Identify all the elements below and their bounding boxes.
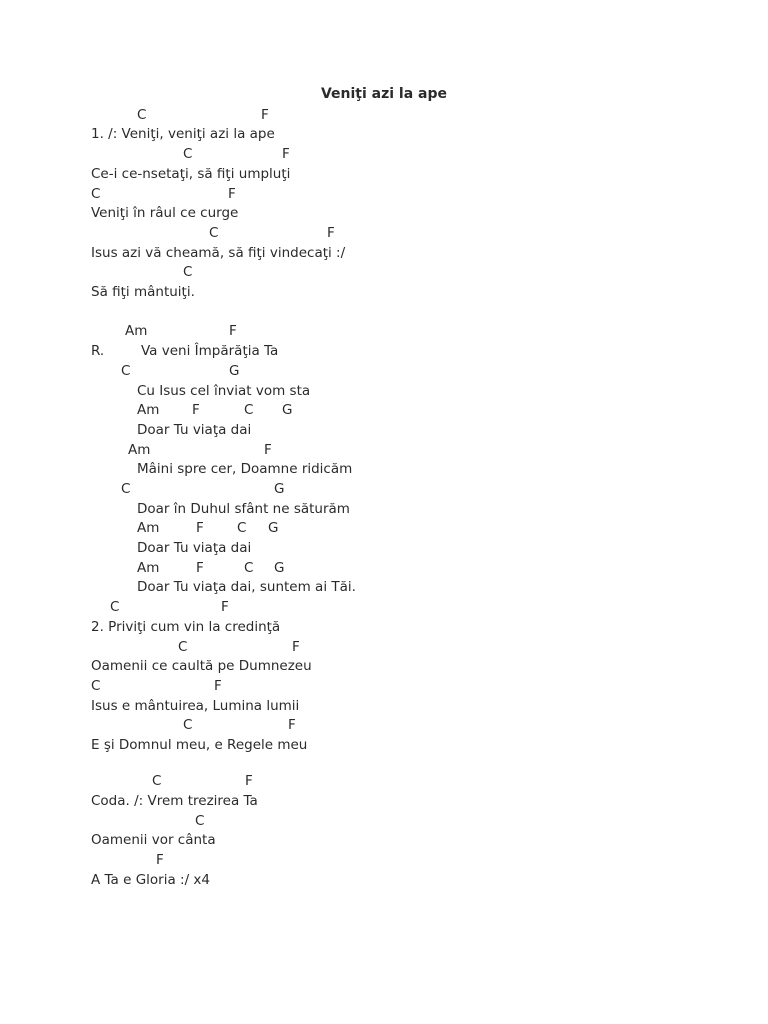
- lyric-line: E şi Domnul meu, e Regele meu: [91, 737, 308, 753]
- lyric-line: Să fiţi mântuiţi.: [91, 284, 195, 300]
- chord: C: [244, 560, 254, 576]
- lyric-line: 2. Priviţi cum vin la credinţă: [91, 619, 281, 635]
- chord: Am: [125, 323, 148, 339]
- lyric-line: Isus azi vă cheamă, să fiţi vindecaţi :/: [91, 245, 346, 261]
- lyric-line: Oamenii ce caultă pe Dumnezeu: [91, 658, 312, 674]
- chord: C: [183, 264, 193, 280]
- chord: Am: [137, 402, 160, 418]
- chord: C: [121, 481, 131, 497]
- lyric-line: Doar Tu viaţa dai, suntem ai Tăi.: [137, 579, 356, 595]
- lyric-line: A Ta e Gloria :/ x4: [91, 872, 211, 888]
- lyric-line: 1. /: Veniţi, veniţi azi la ape: [91, 126, 275, 142]
- chord: C: [91, 186, 101, 202]
- lyric-line: Ce-i ce-nsetaţi, să fiţi umpluţi: [91, 166, 291, 182]
- chord: F: [245, 773, 253, 789]
- refrain-label: R.: [91, 343, 105, 359]
- chord: C: [91, 678, 101, 694]
- chord: F: [192, 402, 200, 418]
- chord: G: [268, 520, 279, 536]
- chord: C: [121, 363, 131, 379]
- lyric-line: Mâini spre cer, Doamne ridicăm: [137, 461, 353, 477]
- chord: F: [196, 560, 204, 576]
- lyric-line: Isus e mântuirea, Lumina lumii: [91, 698, 300, 714]
- chord: C: [110, 599, 120, 615]
- chord: C: [152, 773, 162, 789]
- chord: F: [228, 186, 236, 202]
- chord: G: [274, 560, 285, 576]
- chord: F: [229, 323, 237, 339]
- lyric-line: Va veni Împărăţia Ta: [141, 343, 279, 359]
- chord: C: [178, 639, 188, 655]
- chord: C: [183, 146, 193, 162]
- lyric-line: Doar în Duhul sfânt ne săturăm: [137, 501, 350, 517]
- lyric-line: Doar Tu viaţa dai: [137, 540, 252, 556]
- chord: F: [196, 520, 204, 536]
- lyric-line: Doar Tu viaţa dai: [137, 422, 252, 438]
- chord: F: [214, 678, 222, 694]
- lyric-line: Oamenii vor cânta: [91, 832, 216, 848]
- chord: F: [292, 639, 300, 655]
- lyric-line: Veniţi în râul ce curge: [91, 205, 239, 221]
- chord: G: [282, 402, 293, 418]
- chord: C: [195, 813, 205, 829]
- chord: Am: [128, 442, 151, 458]
- chord: F: [264, 442, 272, 458]
- chord: G: [274, 481, 285, 497]
- lyric-line: Coda. /: Vrem trezirea Ta: [91, 793, 258, 809]
- chord: F: [261, 107, 269, 123]
- lyric-line: Cu Isus cel înviat vom sta: [137, 383, 311, 399]
- chord: C: [183, 717, 193, 733]
- chord: F: [156, 852, 164, 868]
- chord: C: [209, 225, 219, 241]
- song-title: Veniţi azi la ape: [320, 86, 448, 102]
- chord: C: [137, 107, 147, 123]
- chord: F: [288, 717, 296, 733]
- chord: Am: [137, 560, 160, 576]
- chord: C: [244, 402, 254, 418]
- chord: F: [327, 225, 335, 241]
- chord: C: [237, 520, 247, 536]
- chord: F: [282, 146, 290, 162]
- chord: F: [221, 599, 229, 615]
- chord: G: [229, 363, 240, 379]
- chord: Am: [137, 520, 160, 536]
